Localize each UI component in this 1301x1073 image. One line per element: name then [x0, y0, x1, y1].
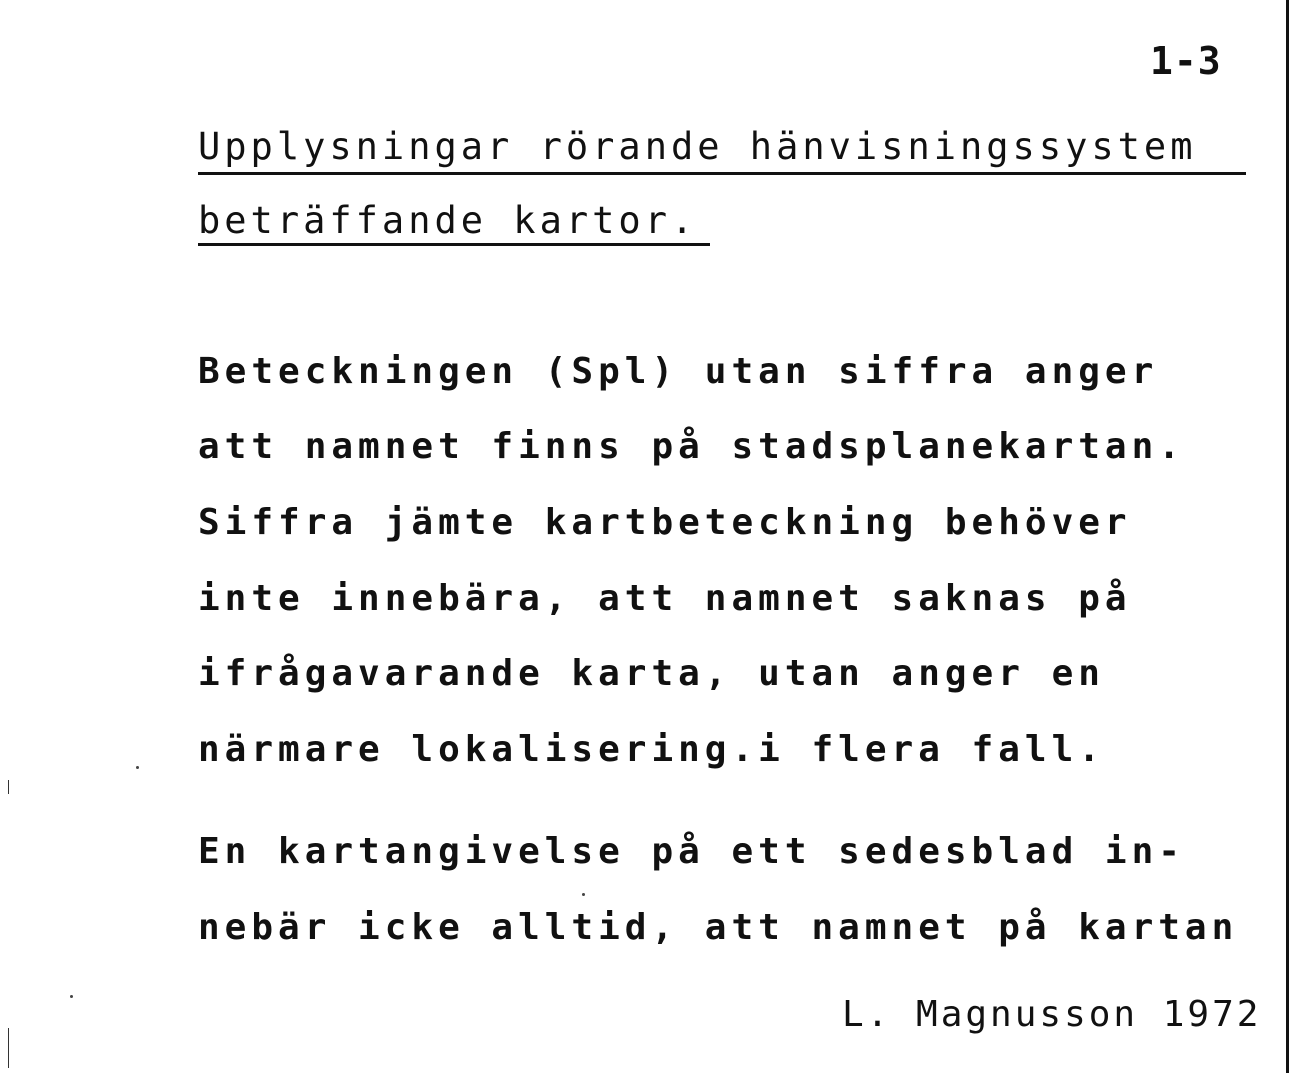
page-number: 1-3 [1150, 39, 1222, 83]
paragraph-1-line-5: ifrågavarande karta, utan anger en [198, 653, 1105, 694]
scan-speck [582, 893, 585, 896]
paragraph-1-line-2: att namnet finns på stadsplanekartan. [198, 426, 1185, 467]
signature: L. Magnusson 1972 [842, 994, 1262, 1035]
heading-line-2: beträffande kartor. [198, 199, 698, 242]
paragraph-1-line-3: Siffra jämte kartbeteckning behöver [198, 502, 1132, 543]
paragraph-1-line-4: inte innebära, att namnet saknas på [198, 578, 1132, 619]
paragraph-2-line-2: nebär icke alltid, att namnet på kartan [198, 907, 1239, 948]
scan-speck [70, 995, 73, 998]
scan-speck [136, 766, 139, 769]
paragraph-1-line-6: närmare lokalisering.i flera fall. [198, 729, 1105, 770]
paragraph-2-line-1: En kartangivelse på ett sedesblad in- [198, 831, 1185, 872]
heading-underline-1 [198, 172, 1246, 175]
paragraph-1-line-1: Beteckningen (Spl) utan siffra anger [198, 351, 1159, 392]
heading-underline-2 [198, 243, 710, 246]
scan-mark [8, 780, 9, 794]
card-right-border [1286, 0, 1289, 1073]
scan-mark [8, 1028, 9, 1068]
heading-line-1: Upplysningar rörande hänvisningssystem [198, 125, 1197, 168]
